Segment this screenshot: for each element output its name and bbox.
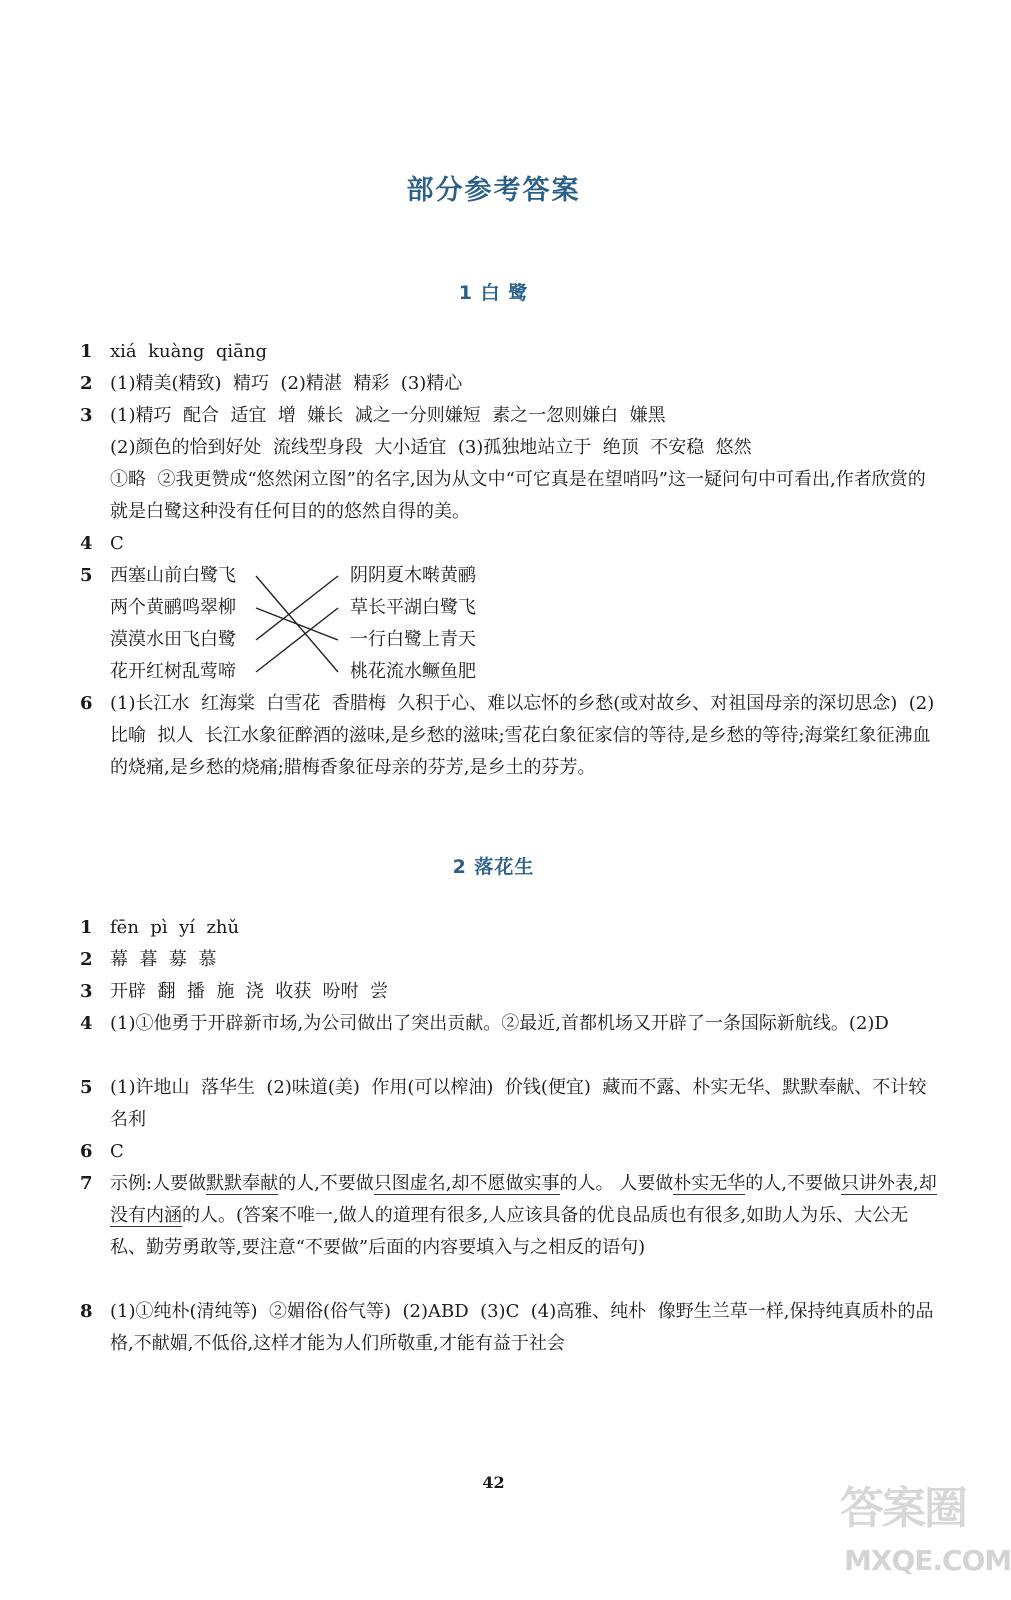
text-span: 的人,不要做 <box>745 1173 842 1194</box>
answer-text: (1)长江水 红海棠 白雪花 香腊梅 久积于心、难以忘怀的乡愁(或对故乡、对祖国母亲的深切思念) (2)比喻 拟人 长江水象征醉酒的滋味,是乡愁的滋味;雪花白象征家信的等待,是乡愁的等待;海棠红象征沸血的烧痛,是乡愁的烧痛;腊梅香象征母亲的芬芳,是乡土的芬芳。 <box>110 693 935 778</box>
answer-2-7: 7 示例:人要做默默奉献的人,不要做只图虚名,却不愿做实事的人。 人要做朴实无华的人,不要做只讲外表,却没有内涵的人。(答案不唯一,做人的道理有很多,人应该具备的优良品质也有很多,如助人为乐、大公无私、勤劳勇敢等,要注意“不要做”后面的内容要填入与之相反的语句) <box>80 1168 942 1264</box>
answer-2-2: 2 幕 暮 募 慕 <box>80 944 942 976</box>
underlined-phrase: 默默奉献 <box>206 1173 279 1194</box>
answer-1-4: 4 C <box>80 528 942 560</box>
answer-2-6: 6 C <box>80 1136 942 1168</box>
answer-text: (2)颜色的恰到好处 流线型身段 大小适宜 (3)孤独地站立于 绝顶 不安稳 悠然 <box>110 437 752 458</box>
match-line <box>256 576 338 640</box>
answer-text: xiá kuàng qiāng <box>110 341 267 362</box>
answer-2-3: 3 开辟 翻 播 施 浇 收获 吩咐 尝 <box>80 976 942 1008</box>
answer-1-6: 6 (1)长江水 红海棠 白雪花 香腊梅 久积于心、难以忘怀的乡愁(或对故乡、对祖国母亲的深切思念) (2)比喻 拟人 长江水象征醉酒的滋味,是乡愁的滋味;雪花白象征家信的等待,是乡愁的等待;海棠红象征沸血的烧痛,是乡愁的烧痛;腊梅香象征母亲的芬芳,是乡土的芬芳。 <box>80 688 942 784</box>
answer-2-4: 4 (1)①他勇于开辟新市场,为公司做出了突出贡献。②最近,首都机场又开辟了一条国际新航线。(2)D <box>80 1008 942 1040</box>
poem-line: 桃花流水鳜鱼肥 <box>350 661 476 682</box>
watermark-url: MXQE.COM <box>844 1544 1011 1577</box>
answer-text: (1)许地山 落华生 (2)味道(美) 作用(可以榨油) 价钱(便宜) 藏而不露、朴实无华、默默奉献、不计较名利 <box>110 1077 927 1130</box>
watermark <box>840 1472 1011 1592</box>
answer-text: C <box>110 533 124 554</box>
page-title: 部分参考答案 <box>406 175 581 206</box>
answer-text: 开辟 翻 播 施 浇 收获 吩咐 尝 <box>110 981 389 1002</box>
answer-2-8: 8 (1)①纯朴(清纯等) ②媚俗(俗气等) (2)ABD (3)C (4)高雅、纯朴 像野生兰草一样,保持纯真质朴的品格,不献媚,不低俗,这样才能为人们所敬重,才能有益于社会 <box>80 1296 942 1360</box>
poem-line: 西塞山前白鹭飞 <box>110 565 236 586</box>
page-number: 42 <box>482 1473 505 1492</box>
answer-2-5: 5 (1)许地山 落华生 (2)味道(美) 作用(可以榨油) 价钱(便宜) 藏而不露、朴实无华、默默奉献、不计较名利 <box>80 1072 942 1136</box>
poem-line: 两个黄鹂鸣翠柳 <box>110 597 236 618</box>
answer-text: (1)①纯朴(清纯等) ②媚俗(俗气等) (2)ABD (3)C (4)高雅、纯朴 像野生兰草一样,保持纯真质朴的品格,不献媚,不低俗,这样才能为人们所敬重,才能有益于社会 <box>110 1301 934 1354</box>
underlined-phrase: 只讲外表,却没有内涵 <box>110 1173 937 1226</box>
answer-1-5: 5 西塞山前白鹭飞 两个黄鹂鸣翠柳 漠漠水田飞白鹭 花开红树乱莺啼 阴阴夏木啭黄鹂 草长平湖白鹭飞 一行白鹭上青天 桃花流水鳜鱼肥 <box>80 560 942 688</box>
answer-text: (1)精巧 配合 适宜 增 嫌长 减之一分则嫌短 素之一忽则嫌白 嫌黑 <box>110 405 666 426</box>
answer-text <box>110 1168 942 1264</box>
underlined-phrase: 只图虚名,却不愿做实事 <box>373 1173 560 1194</box>
answer-2-1: 1 fēn pì yí zhǔ <box>80 912 942 944</box>
poem-line: 草长平湖白鹭飞 <box>350 597 476 618</box>
answer-text: fēn pì yí zhǔ <box>110 917 240 938</box>
answer-1-3: 3 (1)精巧 配合 适宜 增 嫌长 减之一分则嫌短 素之一忽则嫌白 嫌黑 (2)颜色的恰到好处 流线型身段 大小适宜 (3)孤独地站立于 绝顶 不安稳 悠然 ①略 ②我更赞成“悠然闲立图”的名字,因为从文中“可它真是在望哨吗”这一疑问句中可看出,作者欣赏的就是白鹭这种没有任何目的的悠然自得的美。 <box>80 400 942 528</box>
text-span: 的人,不要做 <box>278 1173 374 1194</box>
matching-lines <box>252 560 342 688</box>
section-heading-2: 2 落花生 <box>452 856 535 878</box>
answer-1-1: 1 xiá kuàng qiāng <box>80 336 942 368</box>
text-span: 的人。(答案不唯一,做人的道理有很多,人应该具备的优良品质也有很多,如助人为乐、大公无私、勤劳勇敢等,要注意“不要做”后面的内容要填入与之相反的语句) <box>110 1205 909 1258</box>
watermark-logo: 答案圈 <box>840 1483 966 1534</box>
answer-text: ①略 ②我更赞成“悠然闲立图”的名字,因为从文中“可它真是在望哨吗”这一疑问句中可看出,作者欣赏的就是白鹭这种没有任何目的的悠然自得的美。 <box>110 469 926 522</box>
poem-line: 花开红树乱莺啼 <box>110 661 236 682</box>
answer-text: 幕 暮 募 慕 <box>110 949 217 970</box>
text-span: 示例:人要做 <box>110 1173 207 1194</box>
poem-line: 一行白鹭上青天 <box>350 629 476 650</box>
text-span: 的人。 人要做 <box>559 1173 674 1194</box>
poem-lines-right <box>350 560 570 688</box>
answer-text: (1)①他勇于开辟新市场,为公司做出了突出贡献。②最近,首都机场又开辟了一条国际新航线。(2)D <box>110 1013 889 1034</box>
answer-text: (1)精美(精致) 精巧 (2)精湛 精彩 (3)精心 <box>110 373 463 394</box>
poem-line: 阴阴夏木啭黄鹂 <box>350 565 476 586</box>
answer-1-2: 2 (1)精美(精致) 精巧 (2)精湛 精彩 (3)精心 <box>80 368 942 400</box>
answer-text: C <box>110 1141 124 1162</box>
poem-line: 漠漠水田飞白鹭 <box>110 629 236 650</box>
underlined-phrase: 朴实无华 <box>673 1173 746 1194</box>
section-heading-1: 1 白 鹭 <box>458 282 529 304</box>
match-line <box>256 608 338 640</box>
match-line <box>256 608 338 672</box>
